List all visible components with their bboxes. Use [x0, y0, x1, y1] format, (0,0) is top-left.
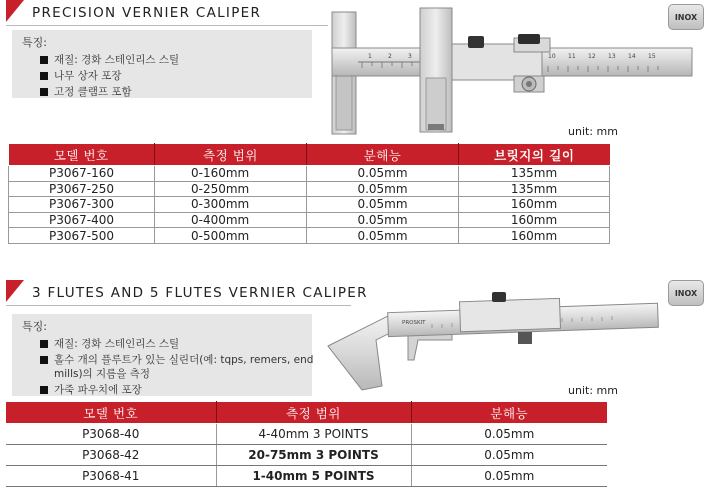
- col-header-range: 측정 범위: [216, 402, 411, 424]
- inox-badge: INOX: [668, 280, 704, 306]
- svg-text:12: 12: [588, 53, 596, 60]
- section1-marker: [6, 0, 24, 22]
- col-header-model: 모델 번호: [9, 144, 155, 166]
- section2-rule: [6, 305, 351, 306]
- vernier-caliper-image: [328, 4, 698, 136]
- bullet-square-icon: [40, 88, 48, 96]
- table-header-row: [6, 402, 607, 424]
- feature-item: 고정 클램프 포함: [40, 85, 302, 99]
- svg-text:11: 11: [568, 53, 576, 60]
- bullet-square-icon: [40, 72, 48, 80]
- section2-features: [12, 314, 312, 396]
- bullet-square-icon: [40, 386, 48, 394]
- feature-item: 나무 상자 포장: [40, 69, 302, 83]
- bullet-square-icon: [40, 356, 48, 364]
- svg-text:15: 15: [648, 53, 656, 60]
- svg-text:14: 14: [628, 53, 636, 60]
- feature-item: 재질: 경화 스테인리스 스틸: [40, 337, 302, 351]
- bullet-square-icon: [40, 340, 48, 348]
- table-row: P3067-400 0-400mm 0.05mm 160mm: [9, 212, 610, 228]
- bullet-square-icon: [40, 56, 48, 64]
- feature-item: 홀수 개의 플루트가 있는 실린더(예: tqps, remers, end mills)의 지름을 측정: [40, 353, 302, 381]
- table-row: P3068-42 20-75mm 3 POINTS 0.05mm: [6, 445, 607, 466]
- svg-text:PROSKIT: PROSKIT: [402, 320, 426, 326]
- table-header-row: [9, 144, 610, 166]
- feature-item: 재질: 경화 스테인리스 스틸: [40, 53, 302, 67]
- svg-text:10: 10: [548, 53, 556, 60]
- col-header-model: 모델 번호: [6, 402, 216, 424]
- svg-text:2: 2: [388, 53, 392, 60]
- svg-text:13: 13: [608, 53, 616, 60]
- flute-caliper-image: [322, 290, 662, 396]
- section1-header: [6, 0, 336, 26]
- table-row: P3067-500 0-500mm 0.05mm 160mm: [9, 228, 610, 244]
- table-row: P3068-40 4-40mm 3 POINTS 0.05mm: [6, 424, 607, 445]
- col-header-resolution: 분해능: [307, 144, 459, 166]
- col-header-resolution: 분해능: [411, 402, 607, 424]
- section1-title: PRECISION VERNIER CALIPER: [32, 5, 262, 21]
- table-row: P3067-300 0-300mm 0.05mm 160mm: [9, 197, 610, 213]
- unit-label: unit: mm: [568, 384, 618, 397]
- spec-table-2: [6, 401, 607, 487]
- svg-text:1: 1: [368, 53, 372, 60]
- section1-rule: [6, 25, 328, 26]
- unit-label: unit: mm: [568, 125, 618, 138]
- section1-features: [12, 30, 312, 98]
- features-label: 특징:: [22, 320, 47, 333]
- table-row: P3068-41 1-40mm 5 POINTS 0.05mm: [6, 466, 607, 487]
- section2-title: 3 FLUTES AND 5 FLUTES VERNIER CALIPER: [32, 285, 368, 301]
- features-label: 특징:: [22, 36, 47, 49]
- table-row: P3067-160 0-160mm 0.05mm 135mm: [9, 166, 610, 182]
- table-row: P3067-250 0-250mm 0.05mm 135mm: [9, 181, 610, 197]
- col-header-range: 측정 범위: [155, 144, 307, 166]
- inox-badge: INOX: [668, 4, 704, 30]
- section2-marker: [6, 280, 24, 302]
- svg-text:3: 3: [408, 53, 412, 60]
- feature-item: 가죽 파우치에 포장: [40, 383, 302, 397]
- col-header-bridge-length: 브릿지의 길이: [459, 144, 610, 166]
- spec-table-1: [8, 143, 610, 244]
